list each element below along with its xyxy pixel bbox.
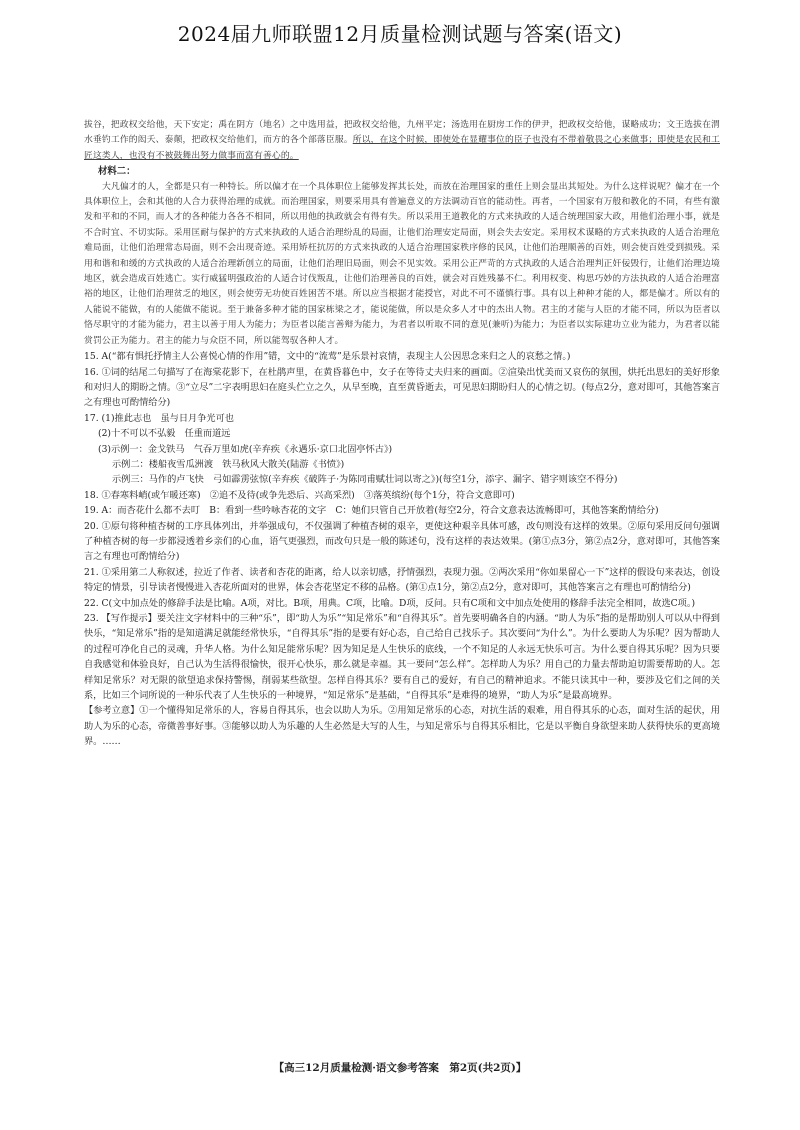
answer-item: 示例三：马作的卢飞快 弓如霹雳弦惊(辛弃疾《破阵子·为陈同甫赋壮词以寄之》)(每空1分，添字、漏字、错字则该空不得分) [112,474,618,486]
answer-item: 19. A：而杏花什么都不去叮 B：看到一些吟咏杏花的文字 C：她们只管自己开放着(每空2分，符合文意表达流畅即可，其他答案酌情给分) [84,505,659,517]
answer-item: 20. ①原句将种植杏树的工序具体列出，并举强成句，不仅强调了种植杏树的艰辛，更使这种艰辛具体可感，改句则没有这样的效果。②原句采用反问句强调了种植杏树的每一步都浸透着乡亲们的心血，语气更强烈，而改句只是一般的陈述句，没有这样的表达效果。(第①点3分，第②点2分，意对即可，其他答案言之有理也可酌情给分) [84,520,720,563]
answer-item: 16. ①词的结尾二句描写了在海棠花影下，在杜鹃声里，在黄昏暮色中，女子在等待丈夫归来的画面。②渲染出忧美而又哀伤的氛围，烘托出思妇的美好形象和对归人的期盼之情。③“立尽”二字表明思妇在庭头伫立之久，从早至晚，直至黄昏逝去，可见思妇期盼归人的心情之切。(每点2分，意对即可，其他答案言之有理也可酌情给分) [84,366,720,409]
passage-text: 略成功；文王选拔在渭水垂钓工作的闳夭、泰颠，把政权交给他们，而方的各个部落臣服。 [84,120,720,146]
page-title: 2024届九师联盟12月质量检测试题与答案(语文) [177,22,623,46]
answer-item: 18. ①春寒料峭(或乍暖还寒) ②追不及待(或争先恐后、兴高采烈) ③落英缤纷(每个1分，符合文意即可) [84,489,515,501]
answer-item: (3)示例一：金戈铁马 气吞万里如虎(辛弃疾《永遇乐·京口北固亭怀古》) [98,443,393,455]
answer-item: (2)十不可以不弘毅 任重而道远 [98,428,231,440]
answer-item: 示例二：楼船夜雪瓜洲渡 铁马秋风大散关(陆游《书愤》) [112,458,345,470]
answer-item: 23. 【写作提示】要关注文字材料中的三种“乐”，即“助人为乐”“知足常乐”和“自得其乐”。首先要明确各自的内涵。“助人为乐”指的是帮助别人可以从中得到快乐，“知足常乐”指的是知道满足就能经常快乐，“自得其乐”指的是要有好心态，自己给自己找乐子。其次要问“为什么”。为什么要助人为乐呢？因为帮助人的过程可净化自己的灵魂，升华人格。为什么知足能常乐呢？因为知足是人生快乐的底线，一个不知足的人永远无快乐可言。为什么要自得其乐呢？因为只要自我感觉和体验良好，自己认为生活得很愉快，很开心快乐，那么就是幸福。其一要问“怎么样”。怎样助人为乐？用自己的力量去帮助迫切需要帮助的人。怎样知足常乐？对无限的欲望追求保持警惕，削弱某些欲望。怎样自得其乐？要有自己的爱好，有自己的精神追求。不能只读其中一种，要涉及它们之间的关系，比如三个词所说的一种乐代表了人生快乐的一种境界，“知足常乐”是基础，“自得其乐”是难得的境界，“助人为乐”是最高境界。 [84,613,720,702]
answer-item: 22. C(文中加点处的修辞手法是比喻。A项，对比。B项，用典。C项，比喻。D项，反问。只有C项和文中加点处使用的修辞手法完全相同，故选C项。) [84,597,696,609]
page-footer: 【高三12月质量检测·语文参考答案 第2页(共2页)】 [273,1062,527,1074]
underlined-passage: 所以，在这个时候，即使处在显耀事位的臣子也没有不带着敬畏之心来做事；即使是农民和工匠这类人，也没有不被鼓舞出努力做事而富有善心的。 [84,135,720,161]
answer-item: 15. A(“都有惧托抒情主人公喜悦心情的作用”错，文中的“流莺”是乐景衬哀情，表现主人公因思念来归之人的哀愁之情。) [84,351,571,363]
passage-translation-line [84,118,720,164]
material-two-text: 大凡偏才的人，全都是只有一种特长。所以偏才在一个具体职位上能够发挥其长处，而放在治理国家的重任上则会显出其短处。为什么这样说呢？偏才在一个具体职位上，会和其他的人合力获得治理的成就。而治理国家，则要采用具有普遍意义的方法调动百官的能动性。再者，一个国家有万般和教化的不同，有些有激发和平和的不同，而人才的各种能力各各不相同，所以用他的执政就会有得有失。所以采用王道教化的方式来执政的人适合统理国家大政，用他们治理小事，就是不合时宜、不切实际。采用匡耐与保护的方式来执政的人适合治理纷乱的局面，让他们治理安定局面，则会失去安定。采用权术谋略的方式来执政的人适合治理危难局面，让他们治理常态局面，则不会出现奇迹。采用矫枉抗厉的方式来执政的人适合治理国家秩序修的民风，让他们治理顺善的百姓，则会使百姓受到损残。采用和谐和和缓的方式执政的人适合治理新创立的局面，让他们治理旧局面，则会不见实效。采用公正严苛的方式执政的人适合治理判正奸佞毁行，让他们治理边境地区，就会造成百姓逃亡。实行威猛明强政治的人适合讨伐叛乱，让他们治理善良的百姓，就会对百姓残暴不仁。利用权变、构思巧妙的方法执政的人适合治理富裕的地区，让他们治理贫乏的地区，则会使劳无功使百姓困苦不堪。所以应当根据才能授官，对此不可不谨慎行事。具有以上种种才能的人，都是偏才。所以有的人能说不能做，有的人能做不能说。至于兼备多种才能的国家栋梁之才，能说能做，所以是众多人才中的杰出人物。君主的才能与人臣的才能不同，所以为臣者以恪尽职守的才能为能力，君主以善于用人为能力；为臣者以能言善辩为能力，为君者以听取不同的意见(兼听)为能力；为臣者以实际建功立业为能力，为君者以能赏罚公正为能力。君主的能力与众臣不同，所以能驾驭各种人才。 [84,181,720,346]
document-body [84,118,720,750]
material-heading: 材料二： [98,166,136,178]
passage-text: 拔谷，把政权交给他，天下安定；禹在阴方（地名）之中选用益，把政权交给他，九州平定；汤选用在厨房工作的伊尹，把政权交给他，谋 [84,120,631,130]
answer-item: 21. ①采用第二人称叙述，拉近了作者、读者和杏花的距离，给人以亲切感，抒情强烈，表现力强。②两次采用“你如果留心一下”这样的假设句来表达，创设特定的情景，引导读者慢慢进入杏花所面对的世界，体会杏花坚定不移的品格。(第①点1分，第②点2分，意对即可，其他答案言之有理也可酌情给分) [84,566,720,594]
answer-item: 17. (1)推此志也 虽与日月争光可也 [84,412,234,424]
answer-item: 【参考立意】①一个懂得知足常乐的人，容易自得其乐，也会以助人为乐。②用知足常乐的心态，对抗生活的艰难，用自得其乐的心态，面对生活的起伏，用助人为乐的心态，帝微善事好事。③能够以助人为乐趣的人生必然是大写的人生，与知足常乐与自得其乐相比，它是以平衡自身欲望来助人获得快乐的更高境界。…… [84,705,720,748]
